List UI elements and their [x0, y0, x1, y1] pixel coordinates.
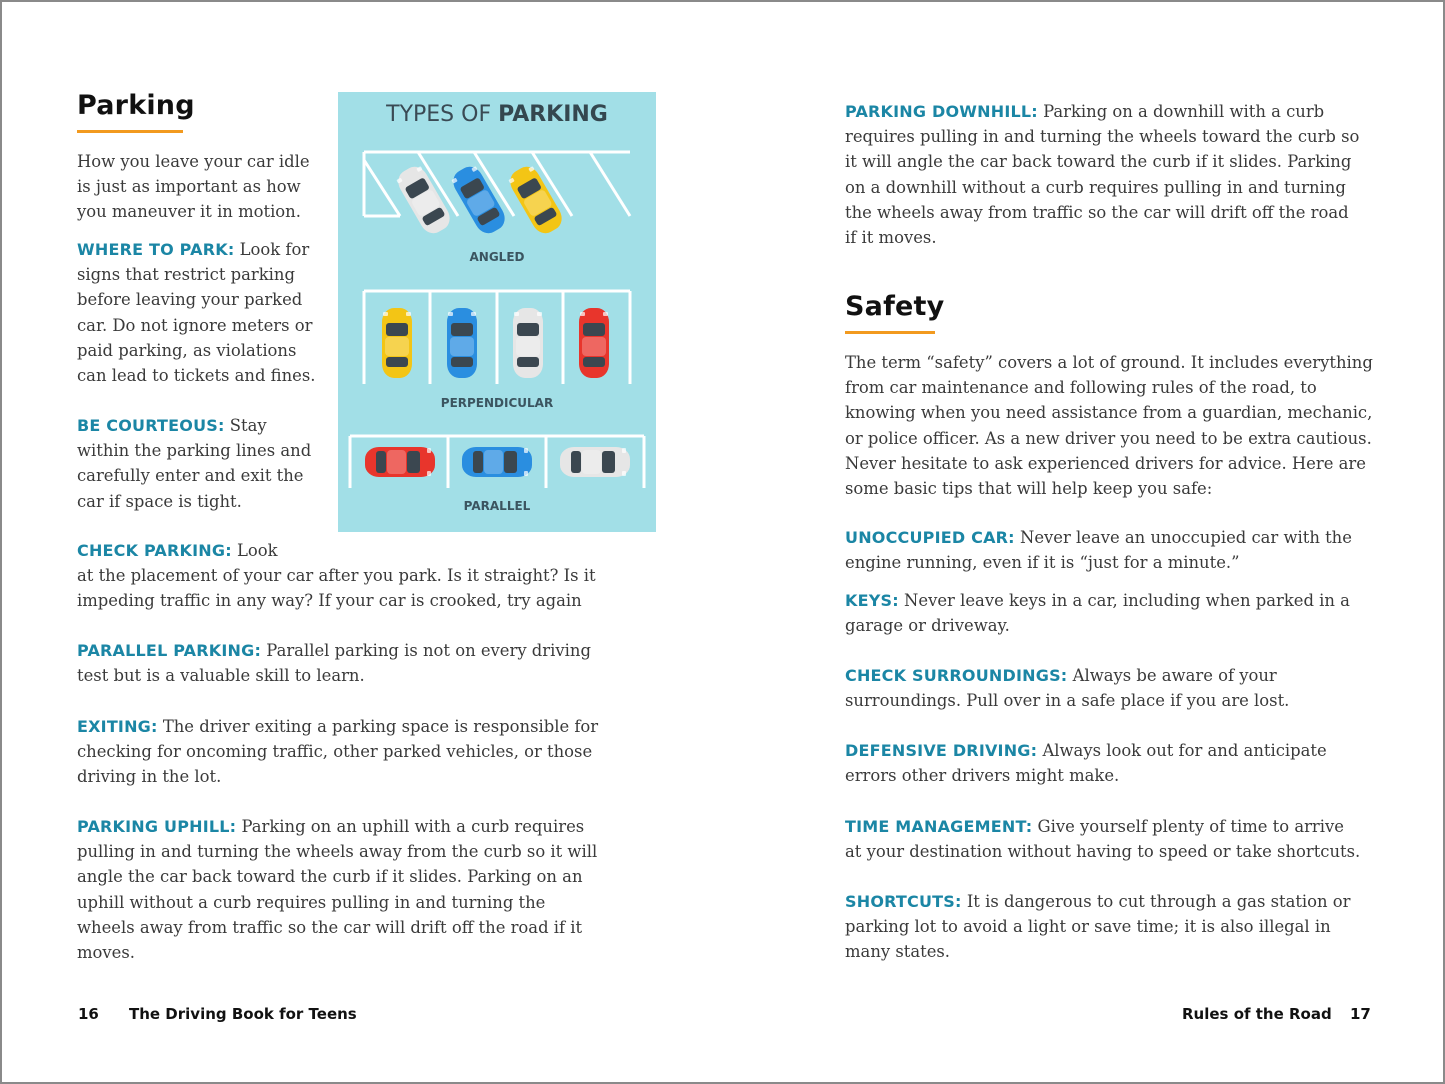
label-perpendicular: PERPENDICULAR	[440, 396, 554, 410]
parallel-car-blue	[462, 447, 532, 477]
angled-cars	[394, 162, 567, 238]
tip-defensive-driving: DEFENSIVE DRIVING: Always look out for and anticipate errors other drivers might make.	[845, 741, 1327, 786]
perpendicular-car-yellow	[382, 308, 412, 378]
safety-intro: The term “safety” covers a lot of ground. It includes everything from car maintenance and following rules of the road, to knowing when you need assistance from a guardian, mechanic, or police officer. As a new driver you need to be extra cautious. Never hesitate to ask experienced drivers for advice. Here are some basic tips that will help keep you safe:	[845, 353, 1373, 499]
angled-car-yellow	[506, 162, 567, 238]
tip-be-courteous: BE COURTEOUS: Stay within the parking lines and carefully enter and exit the car if space is tight.	[77, 416, 312, 511]
parking-diagram	[338, 92, 656, 532]
parallel-car-silver	[560, 447, 630, 477]
label-parallel: PARALLEL	[463, 499, 531, 513]
tip-check-parking: CHECK PARKING: Look	[77, 541, 278, 560]
safety-heading-underline	[845, 331, 935, 334]
tip-check-surroundings: CHECK SURROUNDINGS: Always be aware of your surroundings. Pull over in a safe place if you are lost.	[845, 666, 1290, 711]
tip-time-management: TIME MANAGEMENT: Give yourself plenty of time to arrive at your destination without having to speed or take shortcuts.	[845, 817, 1361, 862]
parallel-car-red	[365, 447, 435, 477]
tip-exiting: EXITING: The driver exiting a parking space is responsible for checking for oncoming traffic, other parked vehicles, or those driving in the lot.	[77, 717, 599, 787]
parking-intro: How you leave your car idle is just as important as how you maneuver it in motion.	[77, 152, 310, 222]
angled-car-blue	[449, 162, 510, 238]
tip-unoccupied-car: UNOCCUPIED CAR: Never leave an unoccupied car with the engine running, even if it is “just for a minute.”	[845, 528, 1352, 573]
tip-where-to-park: WHERE TO PARK: Look for signs that restrict parking before leaving your parked car. Do not ignore meters or paid parking, as violations can lead to tickets and fines.	[77, 240, 316, 386]
right-page-number: 17	[1350, 1005, 1371, 1023]
tip-parking-downhill: PARKING DOWNHILL: Parking on a downhill with a curb requires pulling in and turning the wheels toward the curb so it will angle the car back toward the curb if it slides. Parking on a downhill without a curb requires pulling in and turning the wheels away from traffic so the car will drift off the road if it moves.	[845, 102, 1360, 248]
right-running-title: Rules of the Road	[1182, 1005, 1332, 1023]
left-running-title: The Driving Book for Teens	[129, 1005, 357, 1023]
right-page	[724, 2, 1445, 1082]
perpendicular-car-blue	[447, 308, 477, 378]
safety-heading: Safety	[845, 291, 945, 322]
illustration-title: TYPES OF PARKING	[386, 102, 608, 127]
parking-heading: Parking	[77, 90, 195, 121]
parking-types-illustration	[338, 92, 656, 532]
tip-shortcuts: SHORTCUTS: It is dangerous to cut through a gas station or parking lot to avoid a light or save time; it is also illegal in many states.	[845, 892, 1351, 962]
tip-keys: KEYS: Never leave keys in a car, including when parked in a garage or driveway.	[845, 591, 1350, 636]
parking-heading-underline	[77, 130, 183, 133]
tip-check-parking-continued: at the placement of your car after you park. Is it straight? Is it impeding traffic in any way? If your car is crooked, try again	[77, 566, 596, 611]
tip-parallel-parking: PARALLEL PARKING: Parallel parking is not on every driving test but is a valuable skill to learn.	[77, 641, 591, 686]
label-angled: ANGLED	[469, 250, 525, 264]
perpendicular-car-silver	[513, 308, 543, 378]
left-page-number: 16	[78, 1005, 99, 1023]
parallel-cars	[365, 447, 630, 477]
tip-parking-uphill: PARKING UPHILL: Parking on an uphill with a curb requires pulling in and turning the wheels away from the curb so it will angle the car back toward the curb if it slides. Parking on an uphill without a curb requires pulling in and turning the wheels away from traffic so the car will drift off the road if it moves.	[77, 817, 598, 963]
angled-car-silver	[394, 162, 455, 238]
perpendicular-car-red	[579, 308, 609, 378]
